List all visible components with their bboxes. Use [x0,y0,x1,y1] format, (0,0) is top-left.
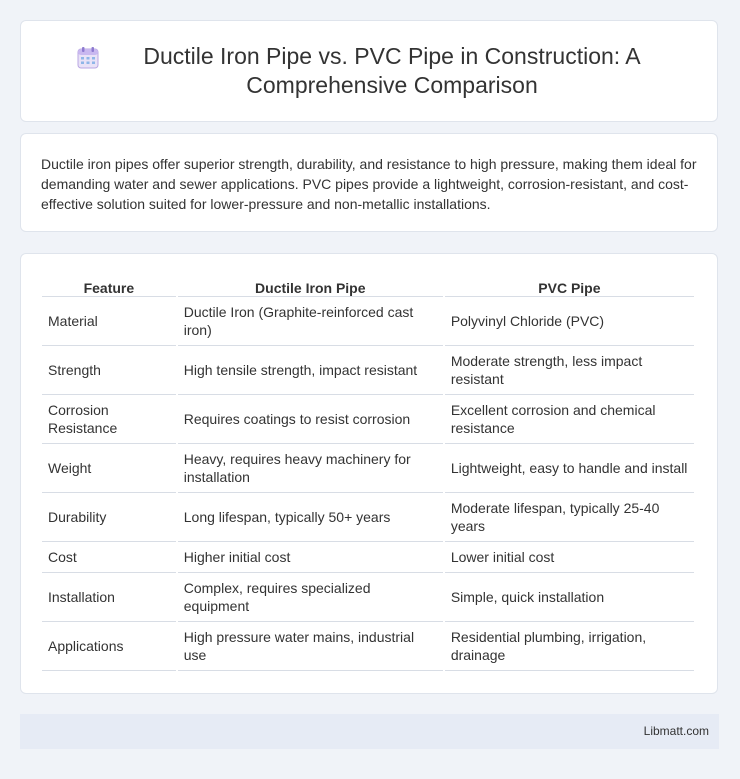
ductile-iron-cell: Requires coatings to resist corrosion [178,395,443,444]
pvc-cell: Residential plumbing, irrigation, drainage [445,622,694,671]
feature-cell: Material [42,297,176,346]
intro-paragraph: Ductile iron pipes offer superior strength, durability, and resistance to high pressure, making them ideal for demanding water and sewer applications. PVC pipes provide a lightweight, corrosion-resistant, and cost-effective solution suited for lower-pressure and non-metallic installations. [41,156,697,212]
table-row [42,444,694,493]
ductile-iron-cell: Complex, requires specialized equipment [178,573,443,622]
table-row [42,573,694,622]
table-header-row [42,274,694,297]
page-title: Ductile Iron Pipe vs. PVC Pipe in Construction: A Comprehensive Comparison [143,43,641,98]
header-ductile-iron: Ductile Iron Pipe [178,274,443,297]
title-card [20,20,718,122]
ductile-iron-cell: Ductile Iron (Graphite-reinforced cast iron) [178,297,443,346]
table-card [20,253,718,694]
feature-cell: Durability [42,493,176,542]
pvc-cell: Moderate lifespan, typically 25-40 years [445,493,694,542]
pvc-cell: Simple, quick installation [445,573,694,622]
pvc-cell: Moderate strength, less impact resistant [445,346,694,395]
table-row [42,493,694,542]
ductile-iron-cell: Long lifespan, typically 50+ years [178,493,443,542]
header-pvc: PVC Pipe [445,274,694,297]
pvc-cell: Polyvinyl Chloride (PVC) [445,297,694,346]
pvc-cell: Lower initial cost [445,542,694,573]
comparison-table [40,274,696,671]
feature-cell: Installation [42,573,176,622]
ductile-iron-cell: High pressure water mains, industrial use [178,622,443,671]
table-row [42,395,694,444]
table-row [42,622,694,671]
footer-site-link[interactable]: Libmatt.com [643,724,709,738]
table-row [42,542,694,573]
ductile-iron-cell: High tensile strength, impact resistant [178,346,443,395]
pvc-cell: Lightweight, easy to handle and install [445,444,694,493]
table-row [42,346,694,395]
calendar-icon [76,46,100,70]
title-container [76,42,662,100]
feature-cell: Strength [42,346,176,395]
ductile-iron-cell: Heavy, requires heavy machinery for installation [178,444,443,493]
intro-card [20,133,718,232]
feature-cell: Cost [42,542,176,573]
pvc-cell: Excellent corrosion and chemical resistance [445,395,694,444]
footer-bar [20,714,719,749]
table-row [42,297,694,346]
feature-cell: Applications [42,622,176,671]
feature-cell: Weight [42,444,176,493]
feature-cell: Corrosion Resistance [42,395,176,444]
ductile-iron-cell: Higher initial cost [178,542,443,573]
header-feature: Feature [42,274,176,297]
